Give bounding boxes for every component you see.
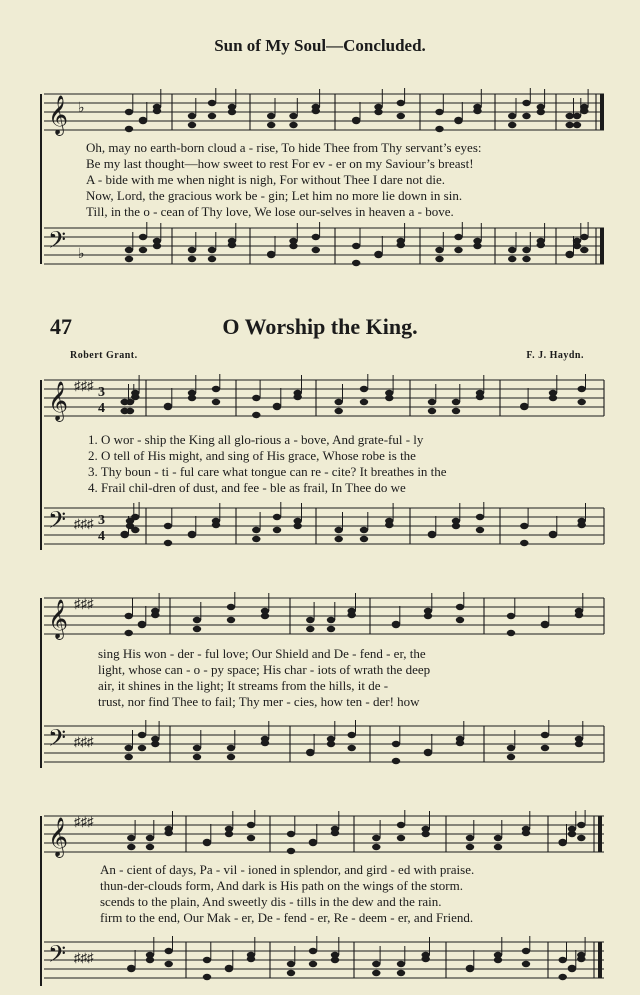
lyric-line: scends to the plain, And sweetly dis - tills in the dew and the rain. — [100, 894, 442, 909]
notehead — [273, 527, 281, 533]
notehead — [335, 408, 343, 414]
notehead — [549, 390, 557, 396]
notehead — [203, 839, 211, 845]
notehead — [578, 399, 586, 405]
lyric-line: An - cient of days, Pa - vil - ioned in splendor, and gird - ed with praise. — [100, 862, 475, 877]
notehead — [294, 518, 302, 524]
notehead — [508, 256, 516, 262]
music-staff-system-2-treble — [0, 374, 640, 424]
notehead — [520, 540, 528, 546]
notehead — [273, 514, 281, 520]
notehead — [126, 399, 134, 405]
notehead — [139, 247, 147, 253]
notehead — [126, 408, 134, 414]
notehead — [188, 390, 196, 396]
notehead — [456, 617, 464, 623]
lyric-line: A - bide with me when night is nigh, For without Thee I dare not die. — [86, 172, 446, 187]
notehead — [208, 100, 216, 106]
notehead — [131, 527, 139, 533]
music-staff-system-1-treble — [0, 88, 640, 138]
notehead — [212, 386, 220, 392]
notehead — [559, 957, 567, 963]
notehead — [466, 835, 474, 841]
notehead — [312, 234, 320, 240]
notehead — [261, 608, 269, 614]
svg-text:♯♯♯: ♯♯♯ — [74, 596, 94, 611]
lyric-line: Be my last thought—how sweet to rest For ev - er on my Saviour’s breast! — [86, 156, 474, 171]
notehead — [188, 113, 196, 119]
notehead — [335, 536, 343, 542]
notehead — [306, 617, 314, 623]
notehead — [127, 965, 135, 971]
system-2-brace — [38, 374, 44, 554]
notehead — [549, 531, 557, 537]
notehead — [372, 844, 380, 850]
notehead — [327, 626, 335, 632]
notehead — [428, 399, 436, 405]
notehead — [507, 630, 515, 636]
notehead — [428, 408, 436, 414]
svg-text:𝄢: 𝄢 — [48, 726, 67, 757]
notehead — [287, 848, 295, 854]
lyric-line: light, whose can - o - py space; His char - iots of wrath the deep — [98, 662, 431, 677]
notehead — [573, 122, 581, 128]
notehead — [267, 113, 275, 119]
notehead — [252, 412, 260, 418]
notehead — [153, 108, 161, 114]
notehead — [374, 251, 382, 257]
notehead — [252, 395, 260, 401]
notehead — [566, 251, 574, 257]
notehead — [456, 604, 464, 610]
notehead — [494, 835, 502, 841]
notehead — [476, 394, 484, 400]
notehead — [193, 745, 201, 751]
svg-text:𝄢: 𝄢 — [48, 508, 67, 539]
notehead — [466, 965, 474, 971]
notehead — [203, 957, 211, 963]
notehead — [352, 117, 360, 123]
notehead — [188, 531, 196, 537]
notehead — [227, 617, 235, 623]
notehead — [397, 961, 405, 967]
notehead — [537, 104, 545, 110]
notehead — [473, 108, 481, 114]
notehead — [287, 970, 295, 976]
notehead — [577, 835, 585, 841]
notehead — [331, 952, 339, 958]
lyric-line: air, it shines in the light; It streams from the hills, it de - — [98, 678, 389, 693]
notehead — [476, 514, 484, 520]
lyric-line: 2. O tell of His might, and sing of His grace, Whose robe is the — [88, 448, 416, 463]
notehead — [397, 242, 405, 248]
notehead — [125, 745, 133, 751]
music-staff-system-2-bass — [0, 502, 640, 552]
notehead — [454, 247, 462, 253]
notehead — [397, 835, 405, 841]
notehead — [456, 740, 464, 746]
notehead — [306, 626, 314, 632]
notehead — [568, 965, 576, 971]
notehead — [227, 754, 235, 760]
notehead — [138, 732, 146, 738]
notehead — [208, 247, 216, 253]
notehead — [228, 242, 236, 248]
notehead — [508, 247, 516, 253]
notehead — [522, 256, 530, 262]
lyric-line: 4. Frail chil-dren of dust, and fee - ble as frail, In Thee do we — [88, 480, 406, 495]
notehead — [164, 403, 172, 409]
notehead — [208, 113, 216, 119]
notehead — [541, 621, 549, 627]
notehead — [435, 109, 443, 115]
notehead — [335, 527, 343, 533]
notehead — [348, 612, 356, 618]
notehead — [566, 113, 574, 119]
notehead — [568, 826, 576, 832]
composer-credit: F. J. Haydn. — [526, 350, 584, 361]
notehead — [125, 256, 133, 262]
notehead — [522, 948, 530, 954]
notehead — [520, 523, 528, 529]
notehead — [435, 126, 443, 132]
svg-text:♯♯♯: ♯♯♯ — [74, 516, 94, 531]
notehead — [397, 970, 405, 976]
notehead — [520, 403, 528, 409]
lyric-line: 3. Thy boun - ti - ful care what tongue can re - cite? It breathes in the — [88, 464, 447, 479]
hymn-title: O Worship the King. — [222, 314, 418, 339]
notehead — [428, 531, 436, 537]
notehead — [466, 844, 474, 850]
notehead — [131, 514, 139, 520]
lyric-line: Till, in the o - cean of Thy love, We lose our-selves in heaven a - bove. — [86, 204, 454, 219]
system-1-brace — [38, 88, 44, 278]
notehead — [522, 830, 530, 836]
notehead — [146, 835, 154, 841]
notehead — [578, 386, 586, 392]
notehead — [121, 531, 129, 537]
notehead — [360, 527, 368, 533]
notehead — [452, 518, 460, 524]
notehead — [193, 754, 201, 760]
system-3-brace — [38, 592, 44, 772]
notehead — [306, 749, 314, 755]
notehead — [188, 256, 196, 262]
notehead — [208, 256, 216, 262]
notehead — [352, 243, 360, 249]
svg-text:𝄢: 𝄢 — [48, 942, 67, 973]
notehead — [335, 399, 343, 405]
hymn-number: 47 — [50, 314, 72, 339]
notehead — [397, 822, 405, 828]
lyric-line: sing His won - der - ful love; Our Shield and De - fend - er, the — [98, 646, 426, 661]
notehead — [151, 612, 159, 618]
notehead — [125, 126, 133, 132]
notehead — [127, 844, 135, 850]
notehead — [392, 621, 400, 627]
notehead — [522, 113, 530, 119]
notehead — [287, 831, 295, 837]
notehead — [294, 394, 302, 400]
notehead — [165, 830, 173, 836]
notehead — [452, 399, 460, 405]
notehead — [507, 613, 515, 619]
notehead — [360, 386, 368, 392]
notehead — [273, 403, 281, 409]
notehead — [309, 961, 317, 967]
notehead — [228, 104, 236, 110]
author-credit: Robert Grant. — [70, 350, 138, 361]
notehead — [153, 238, 161, 244]
notehead — [522, 961, 530, 967]
svg-text:𝄢: 𝄢 — [48, 228, 67, 259]
lyric-line: firm to the end, Our Mak - er, De - fend - er, Re - deem - er, and Friend. — [100, 910, 474, 925]
notehead — [385, 522, 393, 528]
notehead — [225, 965, 233, 971]
notehead — [139, 234, 147, 240]
notehead — [580, 108, 588, 114]
notehead — [374, 104, 382, 110]
notehead — [452, 408, 460, 414]
notehead — [372, 835, 380, 841]
notehead — [372, 970, 380, 976]
notehead — [578, 522, 586, 528]
notehead — [331, 830, 339, 836]
notehead — [348, 732, 356, 738]
music-staff-system-3-treble — [0, 592, 640, 642]
lyric-line: Oh, may no earth-born cloud a - rise, To hide Thee from Thy servant’s eyes: — [86, 140, 482, 155]
notehead — [473, 238, 481, 244]
notehead — [385, 390, 393, 396]
page-title: Sun of My Soul—Concluded. — [214, 36, 426, 55]
notehead — [360, 399, 368, 405]
notehead — [352, 260, 360, 266]
notehead — [164, 540, 172, 546]
notehead — [125, 630, 133, 636]
notehead — [392, 741, 400, 747]
notehead — [151, 736, 159, 742]
notehead — [146, 952, 154, 958]
notehead — [227, 745, 235, 751]
svg-text:♯♯♯: ♯♯♯ — [74, 734, 94, 749]
lyric-line: Now, Lord, the gracious work be - gin; Let him no more lie down in sin. — [86, 188, 463, 203]
notehead — [580, 234, 588, 240]
notehead — [125, 247, 133, 253]
music-staff-system-1-bass — [0, 222, 640, 272]
notehead — [507, 754, 515, 760]
notehead — [541, 732, 549, 738]
music-staff-system-4-treble — [0, 810, 640, 860]
notehead — [287, 961, 295, 967]
notehead — [188, 122, 196, 128]
notehead — [424, 749, 432, 755]
notehead — [566, 122, 574, 128]
notehead — [397, 100, 405, 106]
notehead — [289, 238, 297, 244]
notehead — [577, 822, 585, 828]
notehead — [312, 108, 320, 114]
notehead — [360, 536, 368, 542]
lyric-line: trust, nor find Thee to fail; Thy mer - cies, how ten - der! how — [98, 694, 420, 709]
svg-text:♯♯♯: ♯♯♯ — [74, 950, 94, 965]
notehead — [193, 626, 201, 632]
notehead — [327, 617, 335, 623]
notehead — [573, 238, 581, 244]
svg-text:4: 4 — [98, 401, 105, 416]
notehead — [575, 736, 583, 742]
notehead — [309, 839, 317, 845]
notehead — [392, 758, 400, 764]
svg-text:♯♯♯: ♯♯♯ — [74, 378, 94, 393]
notehead — [580, 247, 588, 253]
notehead — [193, 617, 201, 623]
notehead — [372, 961, 380, 967]
svg-text:4: 4 — [98, 529, 105, 544]
notehead — [559, 839, 567, 845]
notehead — [252, 536, 260, 542]
notehead — [577, 956, 585, 962]
notehead — [247, 835, 255, 841]
notehead — [424, 608, 432, 614]
notehead — [267, 122, 275, 128]
svg-text:𝄞: 𝄞 — [48, 819, 69, 856]
svg-text:♭: ♭ — [78, 101, 85, 116]
notehead — [127, 835, 135, 841]
notehead — [125, 109, 133, 115]
notehead — [454, 117, 462, 123]
music-staff-system-4-bass — [0, 936, 640, 986]
notehead — [212, 399, 220, 405]
notehead — [165, 961, 173, 967]
notehead — [575, 612, 583, 618]
notehead — [494, 952, 502, 958]
notehead — [247, 822, 255, 828]
notehead — [289, 122, 297, 128]
notehead — [139, 117, 147, 123]
notehead — [203, 974, 211, 980]
svg-text:𝄞: 𝄞 — [48, 601, 69, 638]
notehead — [422, 956, 430, 962]
notehead — [164, 523, 172, 529]
notehead — [125, 613, 133, 619]
notehead — [247, 956, 255, 962]
notehead — [138, 745, 146, 751]
notehead — [397, 113, 405, 119]
notehead — [165, 948, 173, 954]
notehead — [348, 745, 356, 751]
notehead — [312, 247, 320, 253]
notehead — [507, 745, 515, 751]
notehead — [508, 122, 516, 128]
notehead — [435, 247, 443, 253]
system-4-brace — [38, 810, 44, 990]
notehead — [537, 242, 545, 248]
notehead — [327, 736, 335, 742]
notehead — [267, 251, 275, 257]
notehead — [131, 394, 139, 400]
notehead — [188, 247, 196, 253]
lyric-line: 1. O wor - ship the King all glo-rious a - bove, And grate-ful - ly — [88, 432, 424, 447]
svg-text:𝄞: 𝄞 — [48, 383, 69, 420]
lyric-line: thun-der-clouds form, And dark is His path on the wings of the storm. — [100, 878, 463, 893]
notehead — [309, 948, 317, 954]
notehead — [541, 745, 549, 751]
svg-text:3: 3 — [98, 513, 105, 528]
notehead — [289, 113, 297, 119]
notehead — [422, 826, 430, 832]
notehead — [522, 247, 530, 253]
notehead — [146, 844, 154, 850]
notehead — [261, 740, 269, 746]
notehead — [225, 826, 233, 832]
notehead — [494, 844, 502, 850]
svg-text:♭: ♭ — [78, 247, 85, 262]
notehead — [508, 113, 516, 119]
notehead — [227, 604, 235, 610]
notehead — [573, 113, 581, 119]
notehead — [252, 527, 260, 533]
notehead — [435, 256, 443, 262]
music-staff-system-3-bass — [0, 720, 640, 770]
notehead — [212, 522, 220, 528]
notehead — [559, 974, 567, 980]
notehead — [125, 754, 133, 760]
svg-text:♯♯♯: ♯♯♯ — [74, 814, 94, 829]
notehead — [454, 234, 462, 240]
svg-text:𝄞: 𝄞 — [48, 97, 69, 134]
notehead — [138, 621, 146, 627]
notehead — [476, 527, 484, 533]
notehead — [522, 100, 530, 106]
svg-text:3: 3 — [98, 385, 105, 400]
